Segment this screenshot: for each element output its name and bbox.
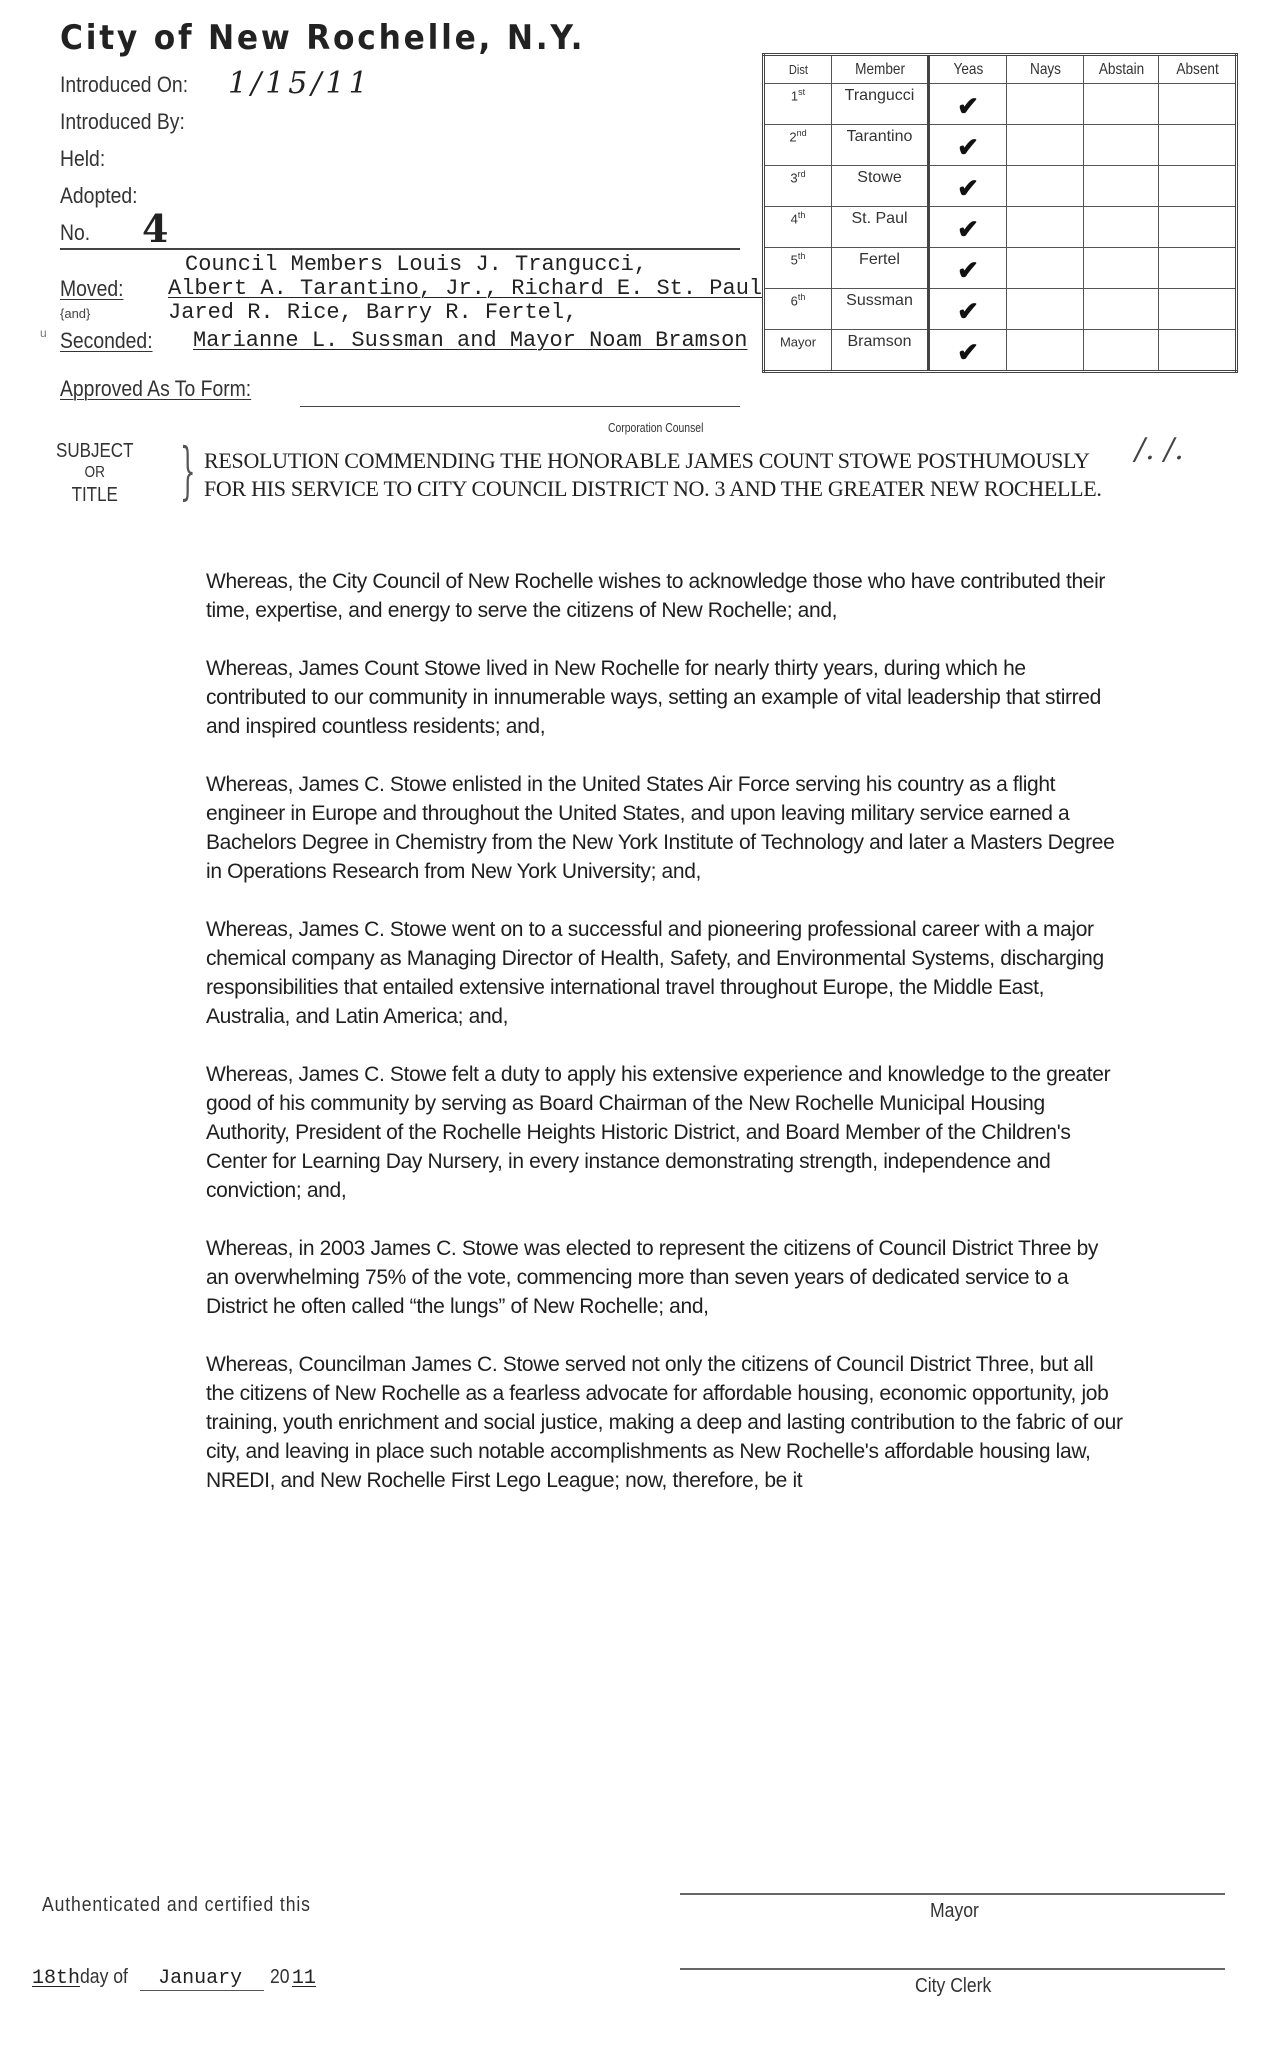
dist-suffix: rd xyxy=(797,169,806,179)
abstain-cell xyxy=(1084,166,1159,207)
number-label: No. xyxy=(60,220,91,245)
checkmark-icon: ✔ xyxy=(957,132,979,162)
dist-number: 2 xyxy=(789,129,797,145)
col-dist: Dist xyxy=(769,55,827,84)
header-divider xyxy=(60,248,740,250)
absent-cell xyxy=(1159,166,1237,207)
subject-label-line: SUBJECT xyxy=(56,440,134,462)
col-yeas: Yeas xyxy=(934,55,1000,84)
nays-cell xyxy=(1007,84,1084,125)
year-prefix: 20 xyxy=(269,1966,290,1988)
abstain-cell xyxy=(1084,330,1159,372)
seconded-value: Marianne L. Sussman and Mayor Noam Bramson xyxy=(193,328,748,353)
subject-or-title-label xyxy=(56,440,133,506)
checkmark-icon: ✔ xyxy=(957,255,979,285)
nays-cell xyxy=(1007,330,1084,372)
subject-label-line: OR xyxy=(84,464,105,481)
abstain-cell xyxy=(1084,84,1159,125)
col-abstain: Abstain xyxy=(1089,55,1153,84)
approval-signature-line xyxy=(300,406,740,407)
subject-label-line: TITLE xyxy=(71,484,118,506)
introduced-on-label: Introduced On: xyxy=(60,72,189,97)
vote-table-row xyxy=(764,207,1237,248)
held-label: Held: xyxy=(60,146,106,171)
nays-cell xyxy=(1007,166,1084,207)
member-cell: Sussman xyxy=(832,289,929,330)
nays-cell xyxy=(1007,289,1084,330)
resolution-title: RESOLUTION COMMENDING THE HONORABLE JAMES COUNT STOWE POSTHUMOUSLY FOR HIS SERVICE TO CITY COUNCIL DISTRICT NO. 3 AND THE GREATER NEW ROCHELLE. xyxy=(204,448,1102,501)
vote-table-row xyxy=(764,84,1237,125)
yeas-cell xyxy=(929,207,1007,248)
year-suffix: 11 xyxy=(291,1967,316,1990)
city-title: City of New Rochelle, N.Y. xyxy=(60,18,586,58)
absent-cell xyxy=(1159,289,1237,330)
margin-mark: u xyxy=(40,326,47,340)
checkmark-icon: ✔ xyxy=(957,296,979,326)
city-clerk-label: City Clerk xyxy=(915,1975,992,1997)
handwritten-mark: /. /. xyxy=(1135,432,1184,467)
day-of-label: day of xyxy=(80,1966,128,1988)
nays-cell xyxy=(1007,207,1084,248)
certification-day: 18th xyxy=(32,1967,81,1990)
yeas-cell xyxy=(929,248,1007,289)
approved-as-to-form-label: Approved As To Form: xyxy=(60,376,252,401)
dist-cell xyxy=(764,248,832,289)
dist-suffix: nd xyxy=(796,128,807,138)
absent-cell xyxy=(1159,125,1237,166)
moved-value: Albert A. Tarantino, Jr., Richard E. St. Paul xyxy=(168,276,763,301)
vote-table-row xyxy=(764,289,1237,330)
corporation-counsel-label: Corporation Counsel xyxy=(608,420,704,435)
member-cell: St. Paul xyxy=(832,207,929,248)
dist-number: Mayor xyxy=(779,334,817,350)
abstain-cell xyxy=(1084,207,1159,248)
absent-cell xyxy=(1159,248,1237,289)
whereas-paragraph: Whereas, James Count Stowe lived in New Rochelle for nearly thirty years, during which he contributed to our community in innumerable ways, setting an example of vital leadership that stirred and inspired countless residents; and, xyxy=(206,657,1101,738)
dist-suffix: th xyxy=(797,251,806,261)
and-label: {and} xyxy=(60,306,91,321)
col-nays: Nays xyxy=(1012,55,1077,84)
col-absent: Absent xyxy=(1164,55,1230,84)
yeas-cell xyxy=(929,166,1007,207)
absent-cell xyxy=(1159,330,1237,372)
dist-cell xyxy=(764,166,832,207)
member-cell: Tarantino xyxy=(832,125,929,166)
absent-cell xyxy=(1159,207,1237,248)
checkmark-icon: ✔ xyxy=(957,337,979,367)
brace-icon: } xyxy=(179,434,196,507)
whereas-paragraph: Whereas, the City Council of New Rochelle wishes to acknowledge those who have contributed their time, expertise, and energy to serve the citizens of New Rochelle; and, xyxy=(206,570,1106,622)
vote-table-row xyxy=(764,248,1237,289)
certification-label: Authenticated and certified this xyxy=(42,1894,311,1916)
dist-cell xyxy=(764,84,832,125)
absent-cell xyxy=(1159,84,1237,125)
member-cell: Bramson xyxy=(832,330,929,372)
whereas-paragraph: Whereas, James C. Stowe went on to a successful and pioneering professional career with a major chemical company as Managing Director of Health, Safety, and Environmental Systems, discharging responsibilities that entailed extensive international travel throughout Europe, the Middle East, Australia, and Latin America; and, xyxy=(206,918,1104,1028)
dist-number: 3 xyxy=(790,170,798,186)
vote-table-row xyxy=(764,330,1237,372)
adopted-label: Adopted: xyxy=(60,183,138,208)
clerk-signature-line xyxy=(680,1968,1225,1970)
vote-table-row xyxy=(764,166,1237,207)
certification-date xyxy=(32,1966,316,1991)
nays-cell xyxy=(1007,125,1084,166)
member-cell: Fertel xyxy=(832,248,929,289)
dist-cell xyxy=(764,207,832,248)
sponsors-line-1: Council Members Louis J. Trangucci, xyxy=(185,252,648,277)
checkmark-icon: ✔ xyxy=(957,214,979,244)
dist-suffix: th xyxy=(797,292,806,302)
whereas-paragraph: Whereas, James C. Stowe felt a duty to apply his extensive experience and knowledge to the greater good of his community by serving as Board Chairman of the New Rochelle Municipal Housing Authority, President of the Rochelle Heights Historic District, and Board Member of the Children's Center for Learning Day Nursery, in every instance demonstrating strength, independence and conviction; and, xyxy=(206,1063,1111,1202)
introduced-on-value: 1/15/11 xyxy=(228,66,372,101)
vote-table-row xyxy=(764,125,1237,166)
yeas-cell xyxy=(929,84,1007,125)
whereas-paragraph: Whereas, in 2003 James C. Stowe was elected to represent the citizens of Council District Three by an overwhelming 75% of the vote, commencing more than seven years of dedicated service to a District he often called “the lungs” of New Rochelle; and, xyxy=(206,1237,1099,1318)
col-member: Member xyxy=(839,55,921,84)
member-cell: Stowe xyxy=(832,166,929,207)
mayor-label: Mayor xyxy=(930,1900,979,1922)
checkmark-icon: ✔ xyxy=(957,91,979,121)
abstain-cell xyxy=(1084,125,1159,166)
yeas-cell xyxy=(929,289,1007,330)
dist-number: 4 xyxy=(790,211,798,227)
introduced-by-label: Introduced By: xyxy=(60,109,185,134)
resolution-body xyxy=(206,567,1126,1524)
yeas-cell xyxy=(929,125,1007,166)
nays-cell xyxy=(1007,248,1084,289)
dist-number: 1 xyxy=(790,88,799,104)
checkmark-icon: ✔ xyxy=(957,173,979,203)
dist-number: 5 xyxy=(790,252,798,268)
vote-table xyxy=(762,53,1238,373)
yeas-cell xyxy=(929,330,1007,372)
member-cell: Trangucci xyxy=(832,84,929,125)
dist-suffix: st xyxy=(798,87,806,97)
abstain-cell xyxy=(1084,289,1159,330)
abstain-cell xyxy=(1084,248,1159,289)
dist-cell xyxy=(764,289,832,330)
certification-month: January xyxy=(140,1967,264,1991)
dist-cell xyxy=(764,125,832,166)
dist-number: 6 xyxy=(790,293,798,309)
dist-cell xyxy=(764,330,832,372)
number-value: 4 xyxy=(142,206,169,251)
whereas-paragraph: Whereas, James C. Stowe enlisted in the United States Air Force serving his country as a flight engineer in Europe and throughout the United States, and upon leaving military service earned a Bachelors Degree in Chemistry from the New York Institute of Technology and later a Masters Degree in Operations Research from New York University; and, xyxy=(206,773,1115,883)
dist-suffix: th xyxy=(797,210,806,220)
whereas-paragraph: Whereas, Councilman James C. Stowe served not only the citizens of Council District Three, but all the citizens of New Rochelle as a fearless advocate for affordable housing, economic opportunity, job training, youth enrichment and social justice, making a deep and lasting contribution to the fabric of our city, and leaving in place such notable accomplishments as New Rochelle's affordable housing law, NREDI, and New Rochelle First Lego League; now, therefore, be it xyxy=(206,1353,1123,1492)
moved-label: Moved: xyxy=(60,276,124,301)
and-value: Jared R. Rice, Barry R. Fertel, xyxy=(168,300,578,325)
vote-table-header xyxy=(764,55,1237,84)
seconded-label: Seconded: xyxy=(60,328,153,353)
mayor-signature-line xyxy=(680,1893,1225,1895)
